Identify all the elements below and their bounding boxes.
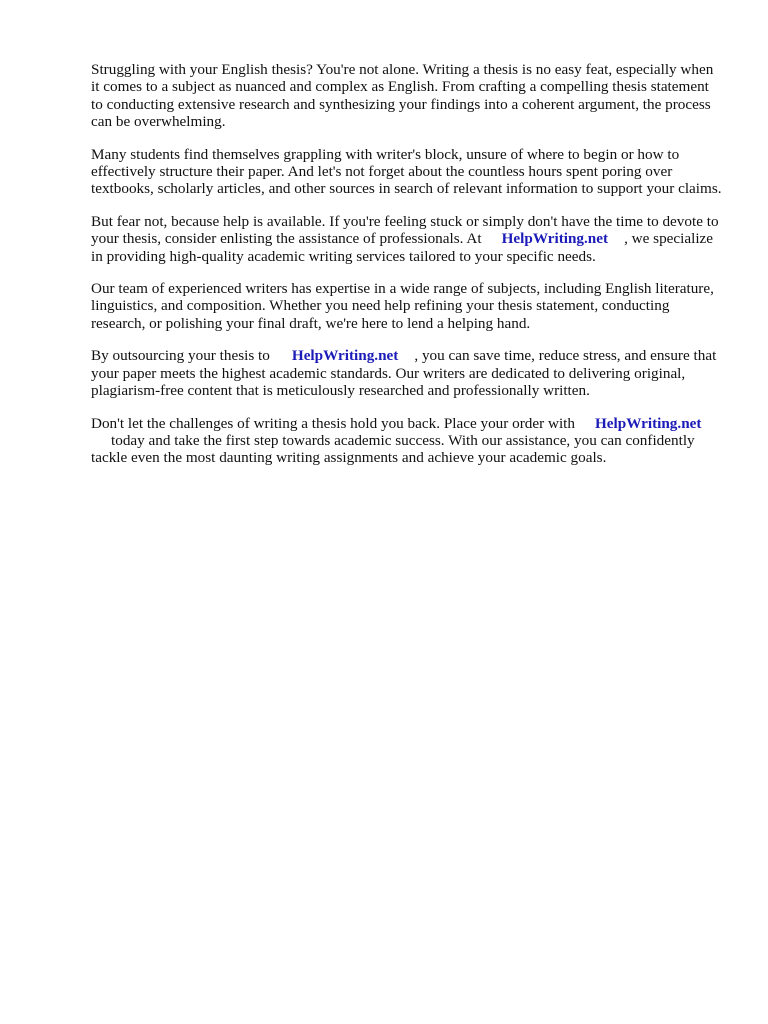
paragraph-help-available — [91, 213, 723, 265]
paragraph-team: Our team of experienced writers has expertise in a wide range of subjects, including English literature, linguistics, and composition. Whether you need help refining your thesis statement, conducting research, or polishing your final draft, we're here to lend a helping hand. — [91, 280, 714, 332]
paragraph-cta-text-after: today and take the first step towards academic success. With our assistance, you can confidently tackle even the most daunting writing assignments and achieve your academic goals. — [91, 431, 695, 467]
helpwriting-link-1[interactable]: HelpWriting.net — [501, 230, 609, 248]
paragraph-cta-text-before: Don't let the challenges of writing a thesis hold you back. Place your order with — [91, 414, 575, 432]
paragraph-intro: Struggling with your English thesis? You're not alone. Writing a thesis is no easy feat, especially when it comes to a subject as nuanced and complex as English. From crafting a compelling thesis statement to conducting extensive research and synthesizing your findings into a coherent argument, the process can be overwhelming. — [91, 61, 714, 131]
paragraph-outsourcing-text-after: , you can save time, reduce stress, and ensure that your paper meets the highest academic standards. Our writers are dedicated to delivering original, plagiarism-free content that is meticulously researched and professionally written. — [91, 347, 717, 400]
paragraph-outsourcing-text-before: By outsourcing your thesis to — [91, 347, 270, 365]
paragraph-struggles: Many students find themselves grappling with writer's block, unsure of where to begin or how to effectively structure their paper. And let's not forget about the countless hours spent poring over textbooks, scholarly articles, and other sources in search of relevant information to support your claims. — [91, 145, 722, 198]
paragraph-call-to-action — [91, 415, 723, 467]
paragraph-help-text-before: But fear not, because help is available. If you're feeling stuck or simply don't have the time to devote to your thesis, consider enlisting the assistance of professionals. At — [91, 212, 719, 248]
helpwriting-link-3[interactable]: HelpWriting.net — [594, 414, 702, 432]
helpwriting-link-2[interactable]: HelpWriting.net — [291, 347, 399, 365]
document-body — [91, 61, 723, 482]
paragraph-help-text-after: , we specialize in providing high-quality academic writing services tailored to your specific needs. — [91, 230, 714, 265]
paragraph-outsourcing — [91, 347, 723, 399]
